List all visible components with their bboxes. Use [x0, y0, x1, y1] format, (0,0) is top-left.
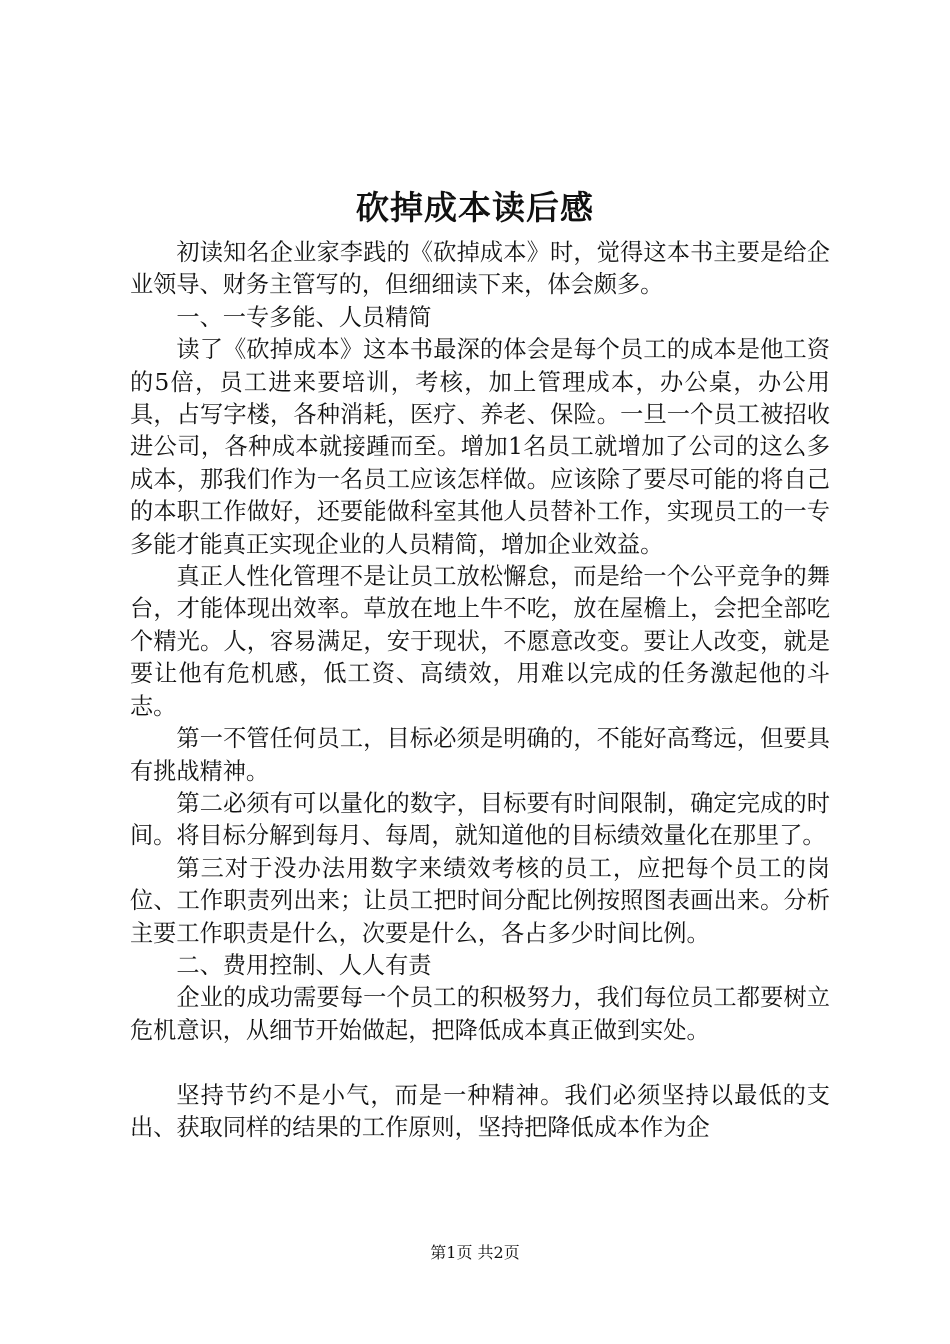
paragraph-humanized-management: 真正人性化管理不是让员工放松懈怠，而是给一个公平竞争的舞台，才能体现出效率。草放在地上牛不吃，放在屋檐上，会把全部吃个精光。人，容易满足，安于现状，不愿意改变。要让人改变，就是要让他有危机感，低工资、高绩效，用难以完成的任务激起他的斗志。	[130, 563, 830, 720]
paragraph-point-two: 第二必须有可以量化的数字，目标要有时间限制，确定完成的时间。将目标分解到每月、每周，就知道他的目标绩效量化在那里了。	[130, 789, 830, 850]
document-body	[130, 237, 830, 1144]
paragraph-intro: 初读知名企业家李践的《砍掉成本》时，觉得这本书主要是给企业领导、财务主管写的，但细细读下来，体会颇多。	[130, 239, 830, 299]
paragraph-point-one: 第一不管任何员工，目标必须是明确的，不能好高骛远，但要具有挑战精神。	[130, 725, 830, 785]
paragraph-cost-per-employee: 读了《砍掉成本》这本书最深的体会是每个员工的成本是他工资的5倍，员工进来要培训，考核，加上管理成本，办公桌，办公用具，占写字楼，各种消耗，医疗、养老、保险。一旦一个员工被招收进公司，各种成本就接踵而至。增加1名员工就增加了公司的这么多成本，那我们作为一名员工应该怎样做。应该除了要尽可能的将自己的本职工作做好，还要能做科室其他人员替补工作，实现员工的一专多能才能真正实现企业的人员精简，增加企业效益。	[130, 336, 830, 558]
section-heading-2: 二、费用控制、人人有责	[176, 951, 432, 979]
paragraph-company-success: 企业的成功需要每一个员工的积极努力，我们每位员工都要树立危机意识，从细节开始做起，把降低成本真正做到实处。	[130, 984, 830, 1044]
document-title: 砍掉成本读后感	[356, 188, 594, 227]
section-heading-1: 一、一专多能、人员精简	[176, 303, 432, 331]
page-footer: 第1页 共2页	[430, 1243, 520, 1262]
paragraph-point-three: 第三对于没办法用数字来绩效考核的员工，应把每个员工的岗位、工作职责列出来；让员工把时间分配比例按照图表画出来。分析主要工作职责是什么，次要是什么，各占多少时间比例。	[130, 854, 830, 947]
paragraph-frugality: 坚持节约不是小气，而是一种精神。我们必须坚持以最低的支出、获取同样的结果的工作原则，坚持把降低成本作为企	[130, 1081, 830, 1141]
